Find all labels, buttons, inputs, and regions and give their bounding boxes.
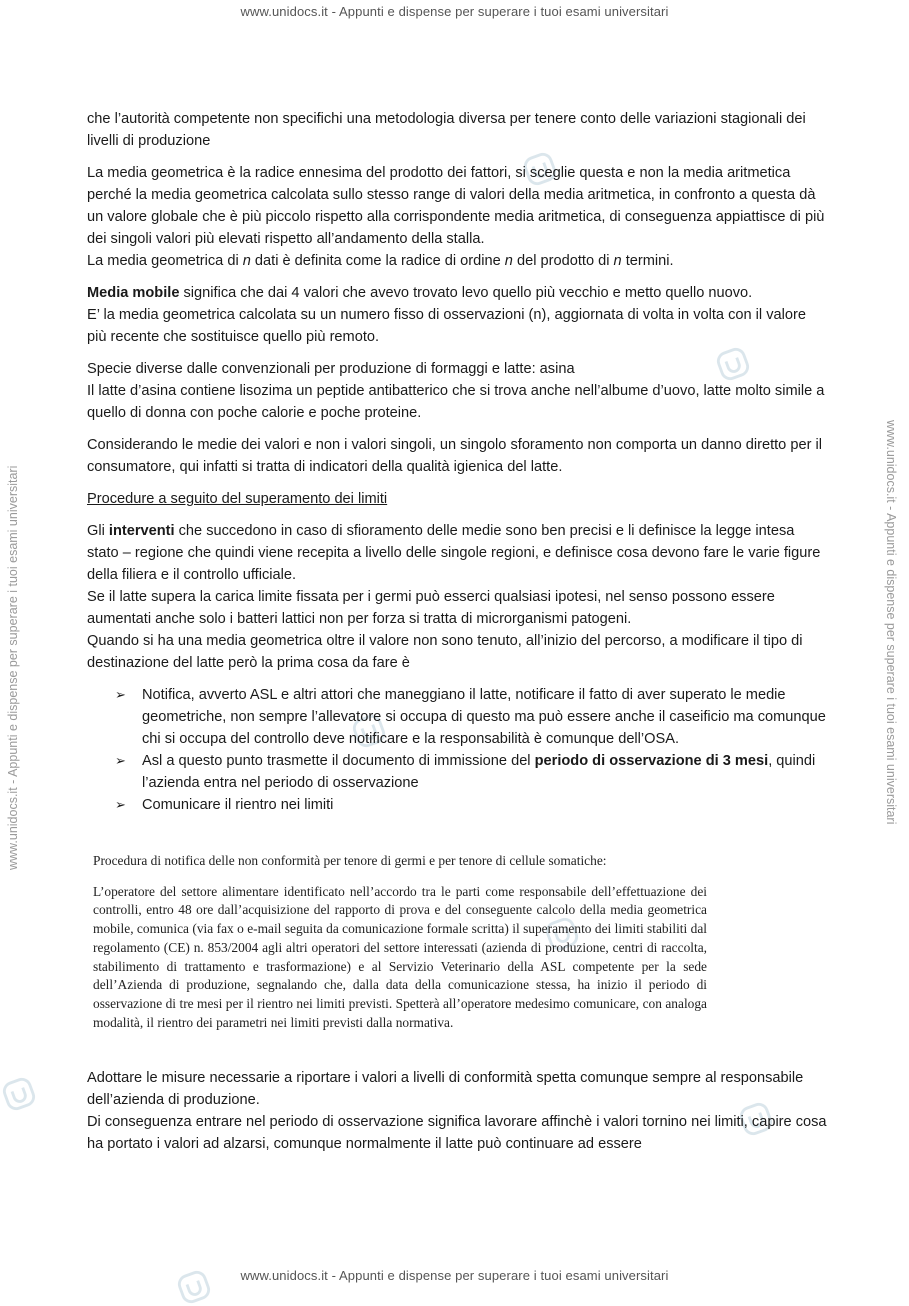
list-item-text: Notifica, avverto ASL e altri attori che maneggiano il latte, notificare il fatto di aver superato le medie geometriche, non sempre l’allevatore si occupa di questo ma può essere anche il caseificio ma comunque chi si occupa del controllo deve notificare e la responsabilità è comunque dell’OSA. [142,687,826,747]
paragraph-donkey-milk [87,358,827,424]
paragraph-text: Gli [87,523,109,539]
list-item [115,684,827,750]
italic-n: n [242,253,251,269]
list-item-text: , quindi l’azienda entra nel periodo di osservazione [142,753,816,791]
quoted-procedure-image [93,852,707,1032]
arrow-bullet-icon: ➢ [115,687,126,702]
bullet-list [115,684,827,816]
bold-term: periodo di osservazione di 3 mesi [534,753,769,769]
italic-n: n [504,253,513,269]
quote-title: Procedura di notifica delle non conformità per tenore di germi e per tenore di cellule somatiche: [93,853,607,868]
paragraph-text: E’ la media geometrica calcolata su un numero fisso di osservazioni (n), aggiornata di volta in volta con il valore più recente che sostituisce quello più remoto. [87,307,806,345]
paragraph-interventions [87,520,827,674]
paragraph-moving-average [87,282,827,348]
paragraph-text: del prodotto di [512,253,614,269]
paragraph-text: dati è definita come la radice di ordine [250,253,505,269]
italic-n: n [613,253,622,269]
bold-term: Media mobile [87,285,180,301]
paragraph-continuation: che l’autorità competente non specifichi una metodologia diversa per tenere conto delle variazioni stagionali dei livelli di produzione [87,111,806,149]
paragraph-text: Quando si ha una media geometrica oltre il valore non sono tenuto, all’inizio del percorso, a modificare il tipo di destinazione del latte però la prima cosa da fare è [87,633,803,671]
paragraph-text: La media geometrica è la radice ennesima del prodotto dei fattori, si sceglie questa e non la media aritmetica perché la media geometrica calcolata sullo stesso range di valori della media aritmetica, in confronto a questa dà un valore globale che è più piccolo rispetto alla corrispondente media aritmetica, di conseguenza appiattisce di più dei singoli valori più elevati rispetto all’andamento della stalla. [87,165,825,247]
unidocs-logo-icon [0,1075,38,1113]
paragraph-text: che succedono in caso di sfioramento delle medie sono ben precisi e li definisce la legge intesa stato – regione che quindi viene recepita a livello delle singole regioni, e definisce cosa devono fare le varie figure della filiera e il controllo ufficiale. [87,523,821,583]
paragraph-text: Adottare le misure necessarie a riportare i valori a livelli di conformità spetta comunque sempre al responsabile dell’azienda di produzione. [87,1070,804,1108]
quote-body: L’operatore del settore alimentare identificato nell’accordo tra le parti come responsabile dell’effettuazione dei controlli, entro 48 ore dall’acquisizione del rapporto di prova e del conseguente calcolo della media geometrica mobile, comunica (via fax o e-mail seguita da comunicazione formale scritta) il superamento dei limiti stabiliti dal regolamento (CE) n. 853/2004 agli altri operatori del settore interessati (azienda di produzione, centri di raccolta, stabilimento di trattamento e trasformazione) e al Servizio Veterinario della ASL competente per la sede dell’Azienda di produzione, segnalando che, dalla data della comunicazione stessa, ha inizio il periodo di osservazione di tre mesi per il rientro nei limiti previsti. Spetterà all’operatore medesimo comunicare, con analoga modalità, il rientro dei parametri nei limiti previsti dalla normativa. [93,883,707,1030]
closing-paragraph [87,1067,827,1155]
paragraph-consumer-risk: Considerando le medie dei valori e non i valori singoli, un singolo sforamento non comporta un danno diretto per il consumatore, qui infatti si tratta di indicatori della qualità igienica del latte. [87,437,822,475]
paragraph-text: Di conseguenza entrare nel periodo di osservazione significa lavorare affinchè i valori tornino nei limiti, capire cosa ha portato i valori ad alzarsi, comunque normalmente il latte può continuare ad essere [87,1114,827,1152]
paragraph-text: termini. [621,253,674,269]
list-item [115,794,827,816]
unidocs-logo-icon [175,1268,213,1306]
side-watermark-left: www.unidocs.it - Appunti e dispense per superare i tuoi esami universitari [6,465,20,870]
paragraph-text: Specie diverse dalle convenzionali per produzione di formaggi e latte: asina [87,361,575,377]
paragraph-text: significa che dai 4 valori che avevo trovato levo quello più vecchio e metto quello nuovo. [179,285,753,301]
arrow-bullet-icon: ➢ [115,753,126,768]
section-heading: Procedure a seguito del superamento dei limiti [87,491,388,507]
footer-watermark: www.unidocs.it - Appunti e dispense per superare i tuoi esami universitari [240,1268,669,1283]
paragraph-text: La media geometrica di [87,253,243,269]
list-item-text: Comunicare il rientro nei limiti [142,797,334,813]
document-body [87,108,827,816]
paragraph-geometric-mean [87,162,827,272]
side-watermark-right: www.unidocs.it - Appunti e dispense per superare i tuoi esami universitari [884,420,898,825]
bold-term: interventi [108,523,175,539]
arrow-bullet-icon: ➢ [115,797,126,812]
list-item-text: Asl a questo punto trasmette il documento di immissione del [142,753,535,769]
paragraph-text: Se il latte supera la carica limite fissata per i germi può esserci qualsiasi ipotesi, nel senso possono essere aumentati anche solo i batteri lattici non per forza si tratta di microrganismi patogeni. [87,589,775,627]
list-item [115,750,827,794]
paragraph-text: Il latte d’asina contiene lisozima un peptide antibatterico che si trova anche nell’albume d’uovo, latte molto simile a quello di donna con poche calorie e poche proteine. [87,383,825,421]
header-watermark: www.unidocs.it - Appunti e dispense per superare i tuoi esami universitari [240,4,669,19]
